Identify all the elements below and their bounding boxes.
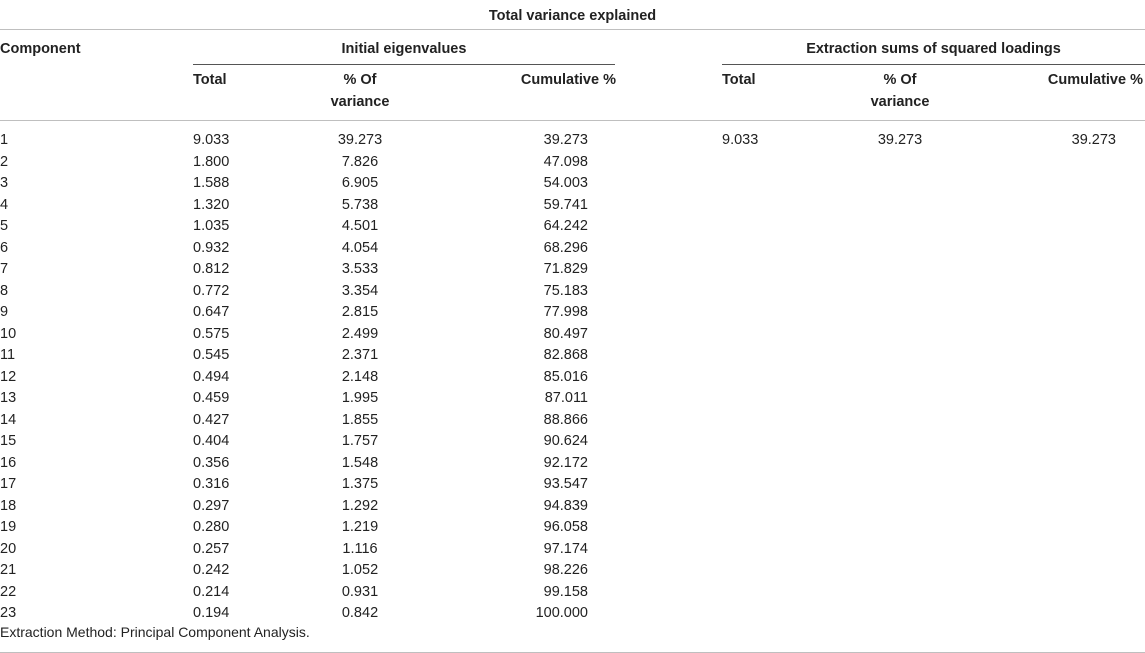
header-extraction-total: Total [722, 72, 756, 88]
cell-initial-total: 0.932 [193, 239, 230, 256]
cell-initial-cumulative: 92.172 [543, 454, 588, 471]
cell-initial-total: 0.280 [193, 519, 230, 535]
cell-initial-pct: 1.219 [341, 519, 379, 535]
cell-initial-pct: 1.995 [341, 390, 379, 406]
extraction-group-rule [722, 64, 1145, 65]
cell-component: 17 [0, 476, 17, 492]
table-row [0, 238, 1145, 260]
cell-initial-cumulative: 80.497 [543, 325, 588, 342]
cell-initial-total: 0.647 [193, 304, 230, 320]
cell-initial-cumulative: 85.016 [543, 368, 588, 385]
cell-component: 11 [0, 347, 16, 363]
cell-initial-cumulative: 39.273 [543, 132, 588, 148]
cell-initial-total: 0.356 [193, 454, 230, 471]
cell-initial-cumulative: 90.624 [543, 433, 588, 449]
table-row [0, 582, 1145, 604]
cell-component: 9 [0, 304, 9, 320]
cell-initial-cumulative: 77.998 [543, 304, 588, 320]
cell-initial-total: 1.320 [193, 196, 230, 213]
table-body [0, 130, 1145, 625]
cell-initial-total: 0.194 [193, 605, 230, 621]
cell-component: 16 [0, 454, 17, 471]
cell-initial-total: 0.812 [193, 261, 230, 277]
cell-initial-cumulative: 88.866 [543, 411, 588, 428]
cell-initial-pct: 0.842 [341, 605, 379, 621]
cell-initial-total: 0.257 [193, 540, 230, 557]
cell-initial-cumulative: 47.098 [543, 153, 588, 170]
cell-initial-total: 1.800 [193, 153, 230, 170]
cell-component: 1 [0, 132, 9, 148]
cell-component: 10 [0, 325, 17, 342]
table-row [0, 281, 1145, 303]
cell-initial-total: 0.494 [193, 368, 230, 385]
cell-initial-total: 0.242 [193, 562, 230, 578]
cell-initial-cumulative: 94.839 [543, 497, 588, 514]
header-initial-cumulative: Cumulative % [520, 72, 616, 88]
cell-initial-pct: 2.499 [341, 325, 379, 342]
header-extraction-cumulative: Cumulative % [1047, 72, 1143, 88]
cell-initial-pct: 1.292 [341, 497, 379, 514]
cell-initial-pct: 4.501 [341, 218, 379, 234]
cell-component: 21 [0, 562, 17, 578]
cell-initial-cumulative: 75.183 [543, 282, 588, 299]
cell-component: 2 [0, 153, 9, 170]
table-title: Total variance explained [488, 8, 657, 24]
initial-group-rule [193, 64, 615, 65]
cell-initial-pct: 39.273 [337, 132, 383, 148]
cell-initial-pct: 1.757 [341, 433, 379, 449]
cell-initial-pct: 1.052 [341, 562, 379, 578]
cell-initial-pct: 3.354 [341, 282, 379, 299]
cell-initial-total: 9.033 [193, 132, 230, 148]
cell-initial-pct: 1.375 [341, 476, 379, 492]
header-initial-pct-line1: % Of [343, 72, 377, 88]
cell-component: 22 [0, 583, 17, 600]
table-row [0, 603, 1145, 625]
cell-initial-cumulative: 71.829 [543, 261, 588, 277]
header-component: Component [0, 41, 81, 57]
cell-initial-cumulative: 99.158 [543, 583, 588, 600]
cell-initial-cumulative: 96.058 [543, 519, 588, 535]
cell-initial-pct: 0.931 [341, 583, 379, 600]
cell-extraction-cumulative: 39.273 [1071, 132, 1116, 148]
cell-component: 18 [0, 497, 17, 514]
table-row [0, 474, 1145, 496]
table-row [0, 216, 1145, 238]
cell-initial-pct: 2.815 [341, 304, 379, 320]
table-footnote: Extraction Method: Principal Component Analysis. [0, 624, 310, 640]
cell-component: 7 [0, 261, 9, 277]
cell-component: 5 [0, 218, 9, 234]
cell-component: 6 [0, 239, 9, 256]
table-row [0, 496, 1145, 518]
table-row [0, 388, 1145, 410]
table-row [0, 517, 1145, 539]
cell-initial-pct: 2.148 [341, 368, 379, 385]
cell-initial-pct: 3.533 [341, 261, 379, 277]
header-rule [0, 120, 1145, 121]
cell-initial-cumulative: 64.242 [543, 218, 588, 234]
top-rule [0, 29, 1145, 30]
cell-initial-total: 0.575 [193, 325, 230, 342]
cell-component: 12 [0, 368, 17, 385]
cell-component: 15 [0, 433, 17, 449]
cell-component: 14 [0, 411, 17, 428]
header-extraction-pct [850, 69, 950, 113]
cell-component: 4 [0, 196, 9, 213]
cell-initial-cumulative: 87.011 [544, 390, 588, 406]
cell-initial-pct: 4.054 [341, 239, 379, 256]
cell-component: 3 [0, 175, 9, 191]
header-extraction-pct-line1: % Of [883, 72, 917, 88]
cell-component: 20 [0, 540, 17, 557]
table-row [0, 431, 1145, 453]
cell-initial-total: 0.214 [193, 583, 230, 600]
table-row [0, 302, 1145, 324]
cell-initial-cumulative: 98.226 [543, 562, 588, 578]
cell-initial-total: 1.035 [193, 218, 230, 234]
cell-initial-cumulative: 59.741 [543, 196, 588, 213]
cell-initial-cumulative: 100.000 [535, 605, 588, 621]
header-initial-total: Total [193, 72, 227, 88]
header-initial-pct-line2: variance [330, 94, 390, 110]
cell-initial-total: 0.297 [193, 497, 230, 514]
cell-initial-pct: 2.371 [341, 347, 379, 363]
cell-initial-total: 0.459 [193, 390, 230, 406]
table-row [0, 367, 1145, 389]
table-row [0, 539, 1145, 561]
table-row [0, 324, 1145, 346]
cell-initial-pct: 5.738 [341, 196, 379, 213]
cell-initial-cumulative: 97.174 [543, 540, 588, 557]
cell-extraction-total: 9.033 [722, 132, 759, 148]
table-row [0, 560, 1145, 582]
cell-initial-total: 0.404 [193, 433, 230, 449]
cell-initial-cumulative: 93.547 [543, 476, 588, 492]
cell-initial-pct: 7.826 [341, 153, 379, 170]
table-row [0, 410, 1145, 432]
table-row [0, 152, 1145, 174]
table-row [0, 345, 1145, 367]
cell-component: 23 [0, 605, 17, 621]
cell-initial-total: 0.545 [193, 347, 230, 363]
cell-initial-pct: 1.548 [341, 454, 379, 471]
cell-initial-pct: 1.116 [342, 540, 378, 557]
header-initial-pct [310, 69, 410, 113]
cell-initial-cumulative: 82.868 [543, 347, 588, 363]
cell-initial-total: 1.588 [193, 175, 230, 191]
table-row [0, 173, 1145, 195]
table-row [0, 259, 1145, 281]
cell-extraction-pct: 39.273 [877, 132, 923, 148]
table-row [0, 453, 1145, 475]
cell-initial-total: 0.772 [193, 282, 230, 299]
table-row [0, 195, 1145, 217]
cell-initial-pct: 6.905 [341, 175, 379, 191]
cell-initial-cumulative: 68.296 [543, 239, 588, 256]
header-initial-eigenvalues: Initial eigenvalues [341, 41, 467, 57]
cell-initial-total: 0.316 [193, 476, 230, 492]
header-extraction-sums: Extraction sums of squared loadings [806, 41, 1061, 57]
cell-component: 8 [0, 282, 9, 299]
header-extraction-pct-line2: variance [870, 94, 930, 110]
table-row [0, 130, 1145, 152]
cell-component: 19 [0, 519, 17, 535]
cell-initial-total: 0.427 [193, 411, 230, 428]
cell-component: 13 [0, 390, 17, 406]
cell-initial-cumulative: 54.003 [543, 175, 588, 191]
cell-initial-pct: 1.855 [341, 411, 379, 428]
